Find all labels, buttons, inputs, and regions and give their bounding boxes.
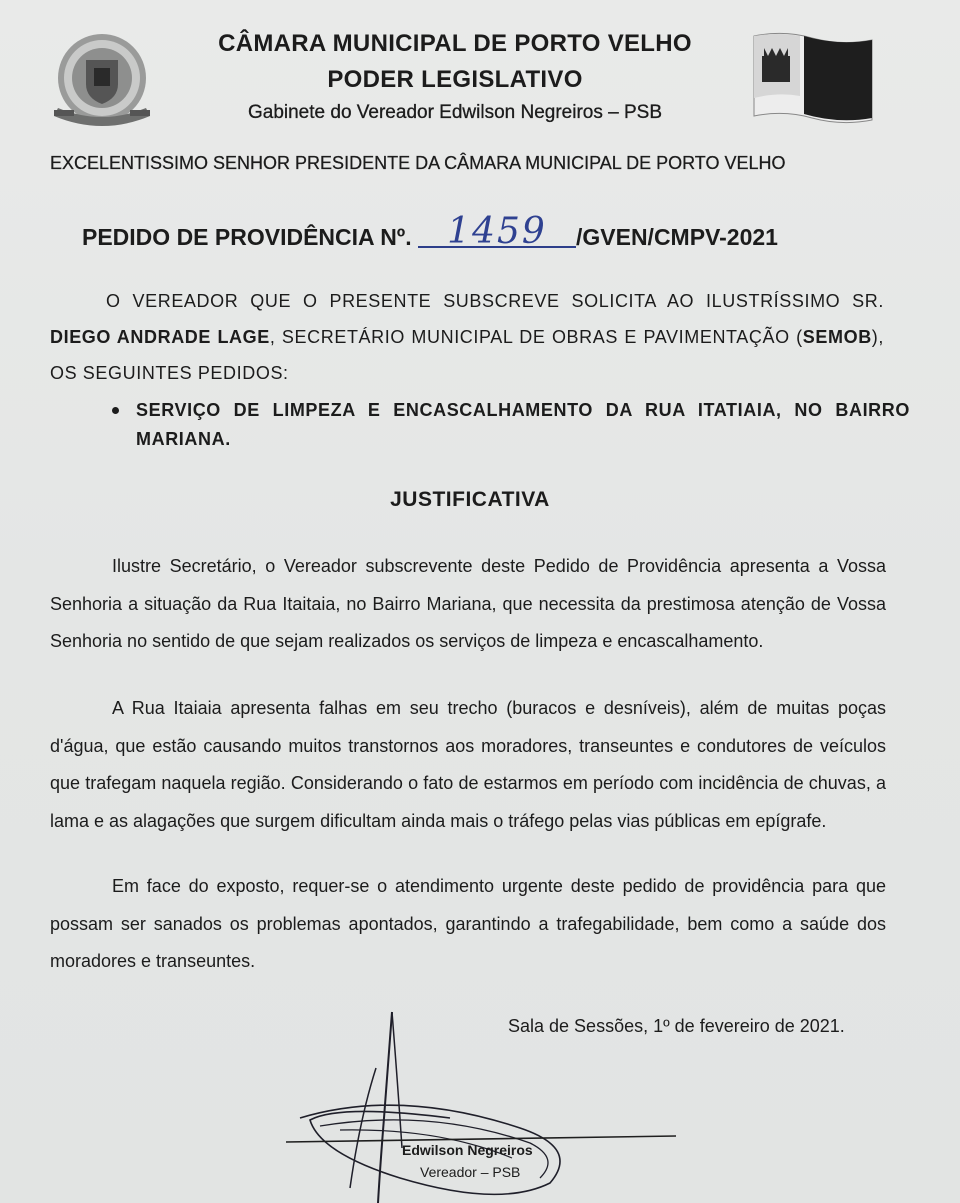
signatory-name: Edwilson Negreiros xyxy=(402,1142,533,1158)
justification-heading: JUSTIFICATIVA xyxy=(390,488,550,511)
request-heading xyxy=(82,211,778,252)
justification-paragraph-1: Ilustre Secretário, o Vereador subscrevente deste Pedido de Providência apresenta a Vossa Senhoria a situação da Rua Itaitaia, no Bairro Mariana, que necessita da prestimosa atenção de Vossa Senhoria no sentido de que sejam realizados os serviços de limpeza e encascalhamento. xyxy=(50,556,886,651)
municipal-flag-logo xyxy=(748,28,878,124)
secretary-name: DIEGO ANDRADE LAGE xyxy=(50,327,270,347)
intro-text-1: O VEREADOR QUE O PRESENTE SUBSCREVE SOLICITA AO ILUSTRÍSSIMO SR. xyxy=(106,291,884,311)
request-prefix: PEDIDO DE PROVIDÊNCIA Nº. xyxy=(82,224,412,250)
intro-text-2: , SECRETÁRIO MUNICIPAL DE OBRAS E PAVIMENTAÇÃO ( xyxy=(269,327,803,347)
place-and-date: Sala de Sessões, 1º de fevereiro de 2021. xyxy=(508,1016,845,1036)
justification-paragraph-3: Em face do exposto, requer-se o atendimento urgente deste pedido de providência para que possam ser sanados os problemas apontados, garantindo a trafegabilidade, bem como a saúde dos moradores e transeuntes. xyxy=(50,876,886,971)
request-number-handwritten: 1459 xyxy=(418,218,576,248)
request-suffix: /GVEN/CMPV-2021 xyxy=(575,224,778,250)
justification-paragraph-2: A Rua Itaiaia apresenta falhas em seu trecho (buracos e desníveis), além de muitas poças d'água, que estão causando muitos transtornos aos moradores, transeuntes e condutores de veículos que trafegam naquela região. Considerando o fato de estarmos em período com incidência de chuvas, a lama e as alagações que surgem dificultam ainda mais o tráfego pelas vias públicas em epígrafe. xyxy=(50,698,886,831)
intro-text-3: ), OS SEGUINTES PEDIDOS: xyxy=(50,327,884,383)
request-item: SERVIÇO DE LIMPEZA E ENCASCALHAMENTO DA RUA ITATIAIA, NO BAIRRO MARIANA. xyxy=(110,396,910,454)
secretariat-acronym: SEMOB xyxy=(802,327,872,347)
intro-paragraph xyxy=(50,283,884,391)
municipal-seal-logo xyxy=(50,30,154,130)
office-subtitle: Gabinete do Vereador Edwilson Negreiros – PSB xyxy=(247,102,663,123)
salutation: EXCELENTISSIMO SENHOR PRESIDENTE DA CÂMARA MUNICIPAL DE PORTO VELHO xyxy=(50,153,786,173)
signatory-role: Vereador – PSB xyxy=(420,1164,521,1180)
chamber-title: CÂMARA MUNICIPAL DE PORTO VELHO xyxy=(218,30,692,57)
branch-title: PODER LEGISLATIVO xyxy=(327,66,583,93)
